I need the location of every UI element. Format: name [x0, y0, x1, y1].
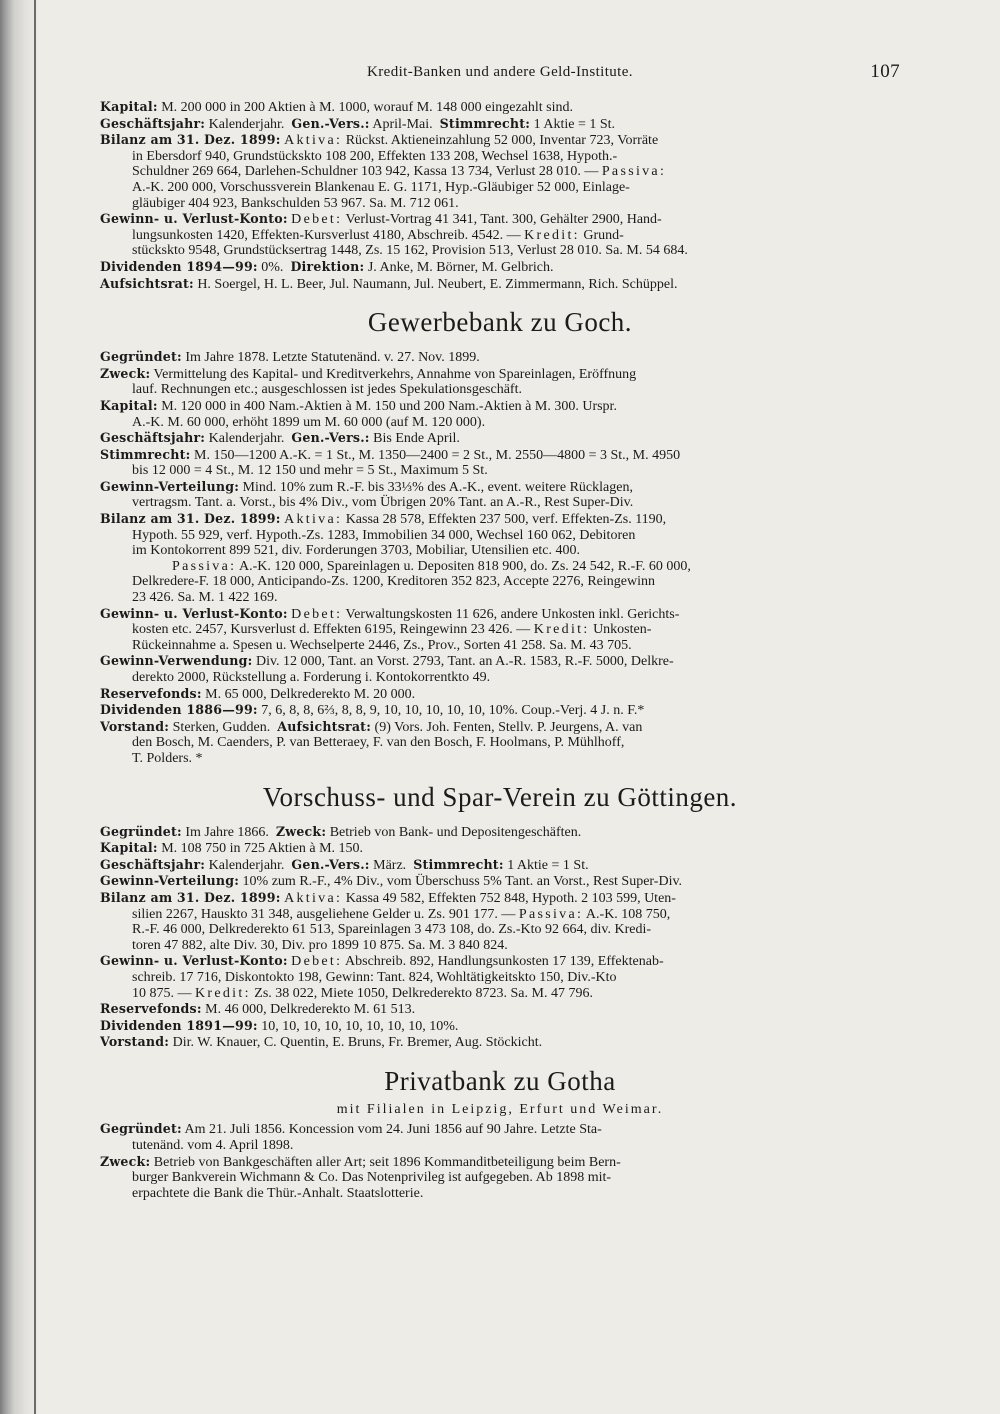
entry-gegruendet: Gegründet: Im Jahre 1878. Letzte Statutenänd. v. 27. Nov. 1899.	[100, 349, 480, 366]
entry-vorstand: Vorstand: Dir. W. Knauer, C. Quentin, E. Bruns, Fr. Bremer, Aug. Stöckicht.	[100, 1034, 543, 1051]
entry-reservefonds: Reservefonds: M. 65 000, Delkrederekto M. 20 000.	[100, 685, 416, 702]
entry-dividenden: Dividenden 1891—99: 10, 10, 10, 10, 10, 10, 10, 10, 10%.	[100, 1017, 459, 1034]
entry-geschaeftsjahr: Geschäftsjahr: Kalenderjahr. Gen.-Vers.: April-Mai. Stimmrecht: 1 Aktie = 1 St.	[100, 115, 616, 132]
entry-reservefonds: Reservefonds: M. 46 000, Delkrederekto M. 61 513.	[100, 1001, 416, 1018]
section-title-goettingen: Vorschuss- und Spar-Verein zu Göttingen.	[262, 781, 738, 812]
page-number: 107	[870, 61, 900, 82]
entry-geschaeftsjahr: Geschäftsjahr: Kalenderjahr. Gen.-Vers.: Bis Ende April.	[100, 430, 460, 447]
section-title-goch: Gewerbebank zu Goch.	[367, 307, 633, 338]
entry-gewinn-verwendung: Gewinn-Verwendung: Div. 12 000, Tant. an Vorst. 2793, Tant. an A.-R. 1583, R.-F. 5000, Delkre- derekto 2000, Rückstellung a. Forderung i. Kontokorrentkto 49.	[100, 653, 674, 685]
entry-gegruendet: Gegründet: Am 21. Juli 1856. Koncession vom 24. Juni 1856 auf 90 Jahre. Letzte Sta- tutenänd. vom 4. April 1898.	[100, 1121, 602, 1154]
entry-aufsichtsrat: Aufsichtsrat: H. Soergel, H. L. Beer, Jul. Naumann, Jul. Neubert, E. Zimmermann, Rich. Schüppel.	[100, 275, 678, 292]
entry-stimmrecht: Stimmrecht: M. 150—1200 A.-K. = 1 St., M. 1350—2400 = 2 St., M. 2550—4800 = 3 St., M. 4950 bis 12 000 = 4 St., M. 12 150 und mehr = 5 St., Maximum 5 St.	[100, 446, 681, 479]
entry-vorstand: Vorstand: Sterken, Gudden. Aufsichtsrat: (9) Vors. Joh. Fenten, Stellv. P. Jeurgens, A. van den Bosch, M. Caenders, P. van Betteraey, F. van den Bosch, F. Hoolmans, P. Mühlhoff, T. Polders. *	[100, 718, 643, 766]
entry-dividenden: Dividenden 1886—99: 7, 6, 8, 8, 6⅔, 8, 8, 9, 10, 10, 10, 10, 10, 10%. Coup.-Verj. 4 J. n. F.*	[100, 702, 645, 719]
entry-kapital: Kapital: M. 200 000 in 200 Aktien à M. 1000, worauf M. 148 000 eingezahlt sind.	[100, 99, 574, 115]
entry-gewinn-verlust: Gewinn- u. Verlust-Konto: Debet: Abschreib. 892, Handlungsunkosten 17 139, Effektenab- schreib. 17 716, Diskontokto 198, Gewinn: Tant. 824, Wohltätigkeitskto 150, Div.-Kto 10 875. — Kredit: Zs. 38 022, Miete 1050, Delkrederekto 8723. Sa. M. 47 796.	[100, 953, 664, 1001]
entry-zweck: Zweck: Vermittelung des Kapital- und Kreditverkehrs, Annahme von Spareinlagen, Eröffnung lauf. Rechnungen etc.; ausgeschlossen ist jedes Spekulationsgeschäft.	[100, 365, 637, 398]
binding-edge-line	[34, 0, 36, 1414]
entry-dividenden: Dividenden 1894—99: 0%. Direktion: J. Anke, M. Börner, M. Gelbrich.	[100, 258, 554, 275]
page-content	[100, 99, 900, 1201]
entry-gewinn-verteilung: Gewinn-Verteilung: 10% zum R.-F., 4% Div., vom Überschuss 5% Tant. an Vorst., Rest Super-Div.	[100, 873, 683, 890]
entry-bilanz: Bilanz am 31. Dez. 1899: Aktiva: Kassa 28 578, Effekten 237 500, verf. Effekten-Zs. 1190, Hypoth. 55 929, verf. Hypoth.-Zs. 1283, Immobilien 34 000, Wechsel 160 062, Debitoren im Kontokorrent 899 521, div. Forderungen 3703, Mobiliar, Utensilien etc. 400. Passiva: A.-K. 120 000, Spareinlagen u. Depositen 818 900, do. Zs. 24 542, R.-F. 60 000, Delkredere-F. 18 000, Anticipando-Zs. 1200, Kreditoren 352 823, Accepte 2276, Reingewinn 23 426. Sa. M. 1 422 169.	[100, 511, 691, 606]
running-header	[100, 61, 900, 86]
entry-kapital: Kapital: M. 108 750 in 725 Aktien à M. 150.	[100, 840, 364, 857]
entry-bilanz: Bilanz am 31. Dez. 1899: Aktiva: Kassa 49 582, Effekten 752 848, Hypoth. 2 103 599, Uten- silien 2267, Hauskto 31 348, ausgeliehene Gelder u. Zs. 901 177. — Passiva: A.-K. 108 750, R.-F. 46 000, Delkrederekto 61 513, Spareinlagen 3 473 108, do. Zs.-Kto 92 664, div. Kredi- toren 47 882, alte Div. 30, Div. pro 1899 10 875. Sa. M. 3 840 824.	[100, 889, 676, 953]
entry-gewinn-verlust: Gewinn- u. Verlust-Konto: Debet: Verwaltungskosten 11 626, andere Unkosten inkl. Gerichts- kosten etc. 2457, Kursverlust d. Effekten 6195, Reingewinn 23 426. — Kredit: Unkosten- Rückeinnahme a. Spesen u. Wechselperte 2446, Zs., Prov., Sorten 41 258. Sa. M. 43 705.	[100, 605, 680, 653]
section-title-gotha: Privatbank zu Gotha	[384, 1065, 616, 1096]
section-subtitle-gotha: mit Filialen in Leipzig, Erfurt und Weimar.	[336, 1101, 664, 1117]
entry-geschaeftsjahr: Geschäftsjahr: Kalenderjahr. Gen.-Vers.: März. Stimmrecht: 1 Aktie = 1 St.	[100, 856, 589, 873]
entry-gegruendet: Gegründet: Im Jahre 1866. Zweck: Betrieb von Bank- und Depositengeschäften.	[100, 823, 582, 840]
entry-gewinn-verlust: Gewinn- u. Verlust-Konto: Debet: Verlust-Vortrag 41 341, Tant. 300, Gehälter 2900, Hand- lungsunkosten 1420, Effekten-Kursverlust 4180, Abschreib. 4542. — Kredit: Grund- stückskto 9548, Grundstücksertrag 1448, Zs. 15 162, Provision 513, Verlust 28 010. Sa. M. 54 684.	[100, 211, 688, 259]
entry-bilanz: Bilanz am 31. Dez. 1899: Aktiva: Rückst. Aktieneinzahlung 52 000, Inventar 723, Vorräte in Ebersdorf 940, Grundstückskto 108 200, Effekten 133 208, Wechsel 1638, Hypoth.- Schuldner 269 664, Darlehen-Schuldner 103 942, Kassa 13 734, Verlust 28 010. — Passiva: A.-K. 200 000, Vorschussverein Blankenau E. G. 1171, Hyp.-Gläubiger 52 000, Einlage- gläubiger 404 923, Bankschulden 53 967. Sa. M. 712 061.	[100, 132, 667, 211]
header-title: Kredit-Banken und andere Geld-Institute.	[367, 64, 633, 80]
entry-kapital: Kapital: M. 120 000 in 400 Nam.-Aktien à M. 150 und 200 Nam.-Aktien à M. 300. Urspr. A.-K. M. 60 000, erhöht 1899 um M. 60 000 (auf M. 120 000).	[100, 397, 617, 430]
entry-zweck: Zweck: Betrieb von Bankgeschäften aller Art; seit 1896 Kommanditbeteiligung beim Bern- burger Bankverein Wichmann & Co. Das Notenprivileg ist aufgegeben. Ab 1898 mit- erpachtete die Bank die Thür.-Anhalt. Staatslotterie.	[100, 1153, 621, 1201]
entry-gewinn-verteilung: Gewinn-Verteilung: Mind. 10% zum R.-F. bis 33⅓% des A.-K., event. weitere Rücklagen, vertragsm. Tant. a. Vorst., bis 4% Div., vom Übrigen 20% Tant. an A.-R., Rest Super-Div.	[100, 478, 634, 511]
